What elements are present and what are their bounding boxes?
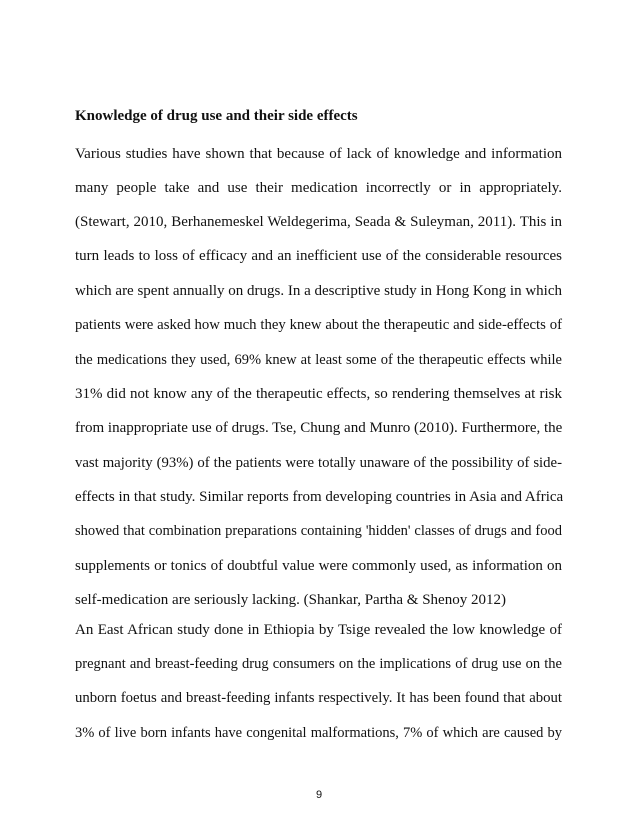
paragraph-1-line-3: (Stewart, 2010, Berhanemeskel Weldegerima, Seada & Suleyman, 2011). This in	[75, 214, 562, 230]
paragraph-1-line-1: Various studies have shown that because of lack of knowledge and information	[75, 146, 562, 162]
paragraph-2-line-4: 3% of live born infants have congenital malformations, 7% of which are caused by	[75, 725, 562, 741]
paragraph-1-line-9: from inappropriate use of drugs. Tse, Chung and Munro (2010). Furthermore, the	[75, 420, 563, 436]
paragraph-1-line-5: which are spent annually on drugs. In a descriptive study in Hong Kong in which	[75, 283, 562, 299]
paragraph-1-line-2: many people take and use their medication incorrectly or in appropriately.	[75, 180, 562, 196]
paragraph-2-line-2: pregnant and breast-feeding drug consumers on the implications of drug use on the	[75, 656, 562, 672]
paragraph-2-line-1: An East African study done in Ethiopia by Tsige revealed the low knowledge of	[75, 622, 562, 638]
paragraph-1-line-10: vast majority (93%) of the patients were totally unaware of the possibility of side-	[75, 455, 562, 471]
paragraph-1-line-12: showed that combination preparations containing 'hidden' classes of drugs and food	[75, 523, 562, 539]
paragraph-1-line-7: the medications they used, 69% knew at least some of the therapeutic effects while	[75, 352, 562, 368]
paragraph-2-line-3: unborn foetus and breast-feeding infants respectively. It has been found that about	[75, 690, 562, 706]
paragraph-1-line-4: turn leads to loss of efficacy and an inefficient use of the considerable resources	[75, 248, 562, 264]
paragraph-1-line-13: supplements or tonics of doubtful value were commonly used, as information on	[75, 558, 562, 574]
section-heading: Knowledge of drug use and their side effects	[75, 108, 358, 124]
paragraph-1-line-6: patients were asked how much they knew about the therapeutic and side-effects of	[75, 317, 562, 333]
page-number: 9	[315, 789, 323, 801]
paragraph-1-line-14: self-medication are seriously lacking. (Shankar, Partha & Shenoy 2012)	[75, 592, 506, 608]
paragraph-1-line-8: 31% did not know any of the therapeutic effects, so rendering themselves at risk	[75, 386, 562, 402]
paragraph-1-line-11: effects in that study. Similar reports from developing countries in Asia and Africa	[75, 489, 564, 505]
